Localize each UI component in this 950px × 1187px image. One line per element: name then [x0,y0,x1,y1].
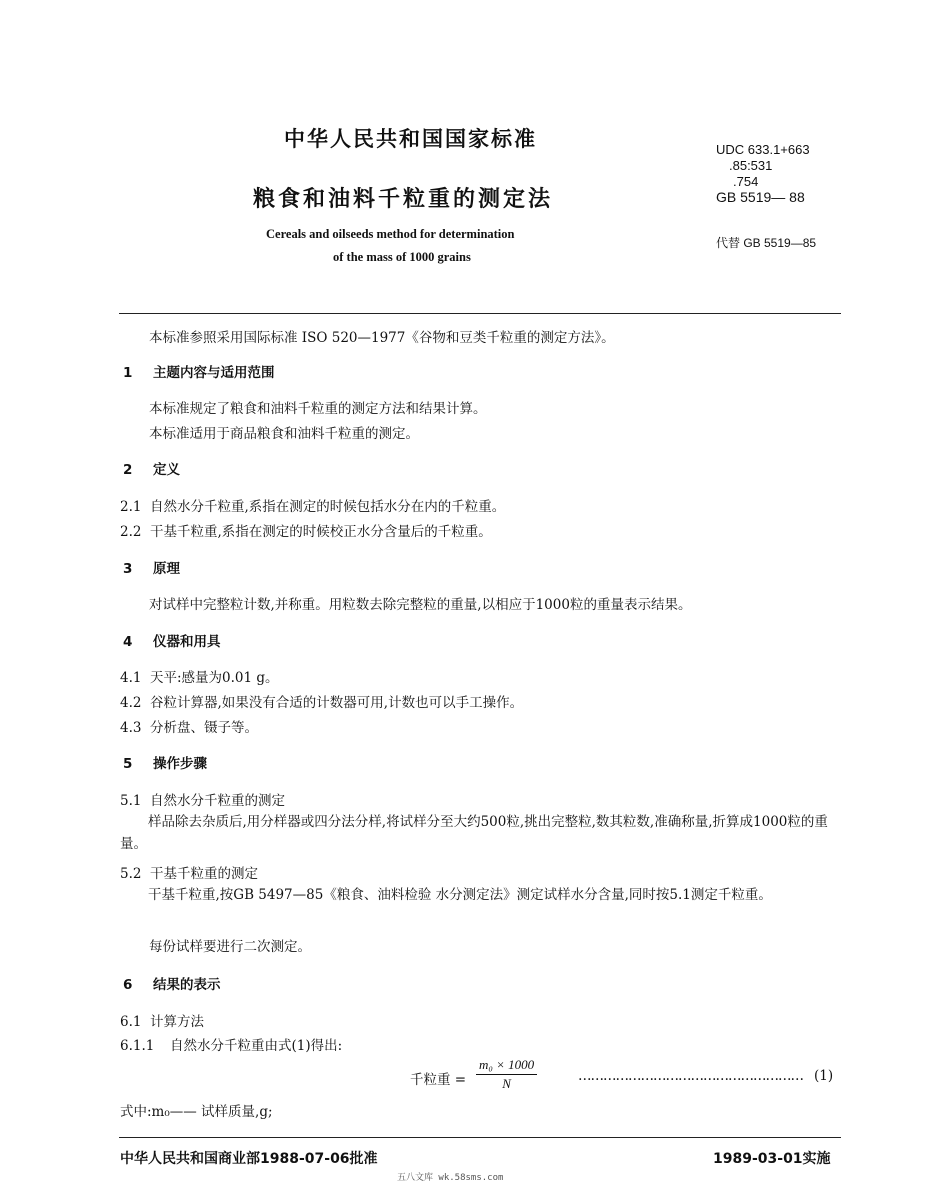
header-divider [119,313,841,314]
section-4-item-3 [120,716,258,736]
section-6-item-1 [120,1010,204,1030]
fraction [476,1057,537,1092]
section-6-item-1-1 [120,1034,342,1054]
item-6-1-number: 6.1 [120,1014,142,1030]
intro-text: 本标准参照采用国际标准 ISO 520—1977《谷物和豆类千粒重的测定方法》。 [149,330,615,346]
section-5-heading [123,752,207,772]
effective-date: 1989-03-01实施 [713,1151,831,1167]
section-3-title: 原理 [153,561,180,577]
english-title-line2: of the mass of 1000 grains [333,250,471,264]
section-5-para-3: 每份试样要进行二次测定。 [149,939,311,955]
section-5-title: 操作步骤 [153,756,207,772]
item-5-2-number: 5.2 [120,866,142,882]
udc-code-line1: UDC 633.1+663 [716,142,810,157]
item-4-2-number: 4.2 [120,695,142,711]
watermark: 五八文库 wk.58sms.com [397,1173,504,1183]
section-2-title: 定义 [153,462,180,478]
section-1-para-1: 本标准规定了粮食和油料千粒重的测定方法和结果计算。 [149,401,487,417]
section-3-number: 3 [123,561,133,577]
section-1-heading [123,361,275,381]
formula-equation-number: (1) [814,1068,834,1084]
item-4-2-text: 谷粒计算器,如果没有合适的计数器可用,计数也可以手工操作。 [150,695,524,711]
section-4-heading [123,630,221,650]
section-4-title: 仪器和用具 [153,634,221,650]
item-5-2-text: 干基千粒重的测定 [150,866,258,882]
section-6-number: 6 [123,977,133,993]
formula-leader-dots: ……………………………………………… [578,1068,803,1084]
replaces-note: 代替 GB 5519—85 [716,236,817,250]
section-1-number: 1 [123,365,133,381]
section-5-item-2 [120,862,258,882]
item-4-3-text: 分析盘、镊子等。 [150,720,258,736]
section-5-para-2: 干基千粒重,按GB 5497—85《粮食、油料检验 水分测定法》测定试样水分含量,同时按5.1测定千粒重。 [148,887,772,903]
section-2-item-1 [120,495,505,515]
item-4-1-text: 天平:感量为0.01 g。 [150,670,279,686]
national-standard-heading: 中华人民共和国国家标准 [284,127,537,151]
section-4-number: 4 [123,634,133,650]
section-6-heading [123,973,221,993]
udc-code-line2: .85:531 [729,158,773,173]
formula-lhs: 千粒重 = [410,1072,467,1088]
item-2-2-number: 2.2 [120,524,142,540]
item-2-2-text: 干基千粒重,系指在测定的时候校正水分含量后的千粒重。 [150,524,492,540]
section-1-para-2: 本标准适用于商品粮食和油料千粒重的测定。 [149,426,419,442]
footer-divider [119,1137,841,1138]
section-2-item-2 [120,520,492,540]
section-2-heading [123,458,180,478]
english-title-line1: Cereals and oilseeds method for determination [266,227,515,241]
formula-where: 式中:m₀—— 试样质量,g; [120,1104,273,1120]
section-5-number: 5 [123,756,133,772]
section-1-title: 主题内容与适用范围 [153,365,275,381]
item-5-1-text: 自然水分千粒重的测定 [150,793,285,809]
item-6-1-1-text: 自然水分千粒重由式(1)得出: [170,1038,343,1054]
formula-fraction [476,1057,537,1092]
udc-code-line3: .754 [733,174,759,189]
item-5-1-number: 5.1 [120,793,142,809]
section-2-number: 2 [123,462,133,478]
section-5-item-1 [120,789,285,809]
item-6-1-text: 计算方法 [150,1014,204,1030]
item-4-1-number: 4.1 [120,670,142,686]
item-2-1-text: 自然水分千粒重,系指在测定的时候包括水分在内的千粒重。 [150,499,506,515]
section-3-heading [123,557,180,577]
item-2-1-number: 2.1 [120,499,142,515]
section-4-item-1 [120,666,279,686]
section-4-item-2 [120,691,523,711]
approval-line: 中华人民共和国商业部1988-07-06批准 [120,1151,378,1167]
item-6-1-1-number: 6.1.1 [120,1038,155,1054]
section-5-para-1: 样品除去杂质后,用分样器或四分法分样,将试样分至大约500粒,挑出完整粒,数其粒数,准确称量,折算成1000粒的重量。 [120,814,828,852]
section-6-title: 结果的表示 [153,977,221,993]
formula-denominator: N [502,1076,511,1091]
item-4-3-number: 4.3 [120,720,142,736]
section-3-para-1: 对试样中完整粒计数,并称重。用粒数去除完整粒的重量,以相应于1000粒的重量表示结果。 [149,597,692,613]
formula-numerator: m₀ × 1000 [476,1057,537,1075]
document-title: 粮食和油料千粒重的测定法 [253,187,554,212]
gb-code: GB 5519— 88 [716,189,805,205]
